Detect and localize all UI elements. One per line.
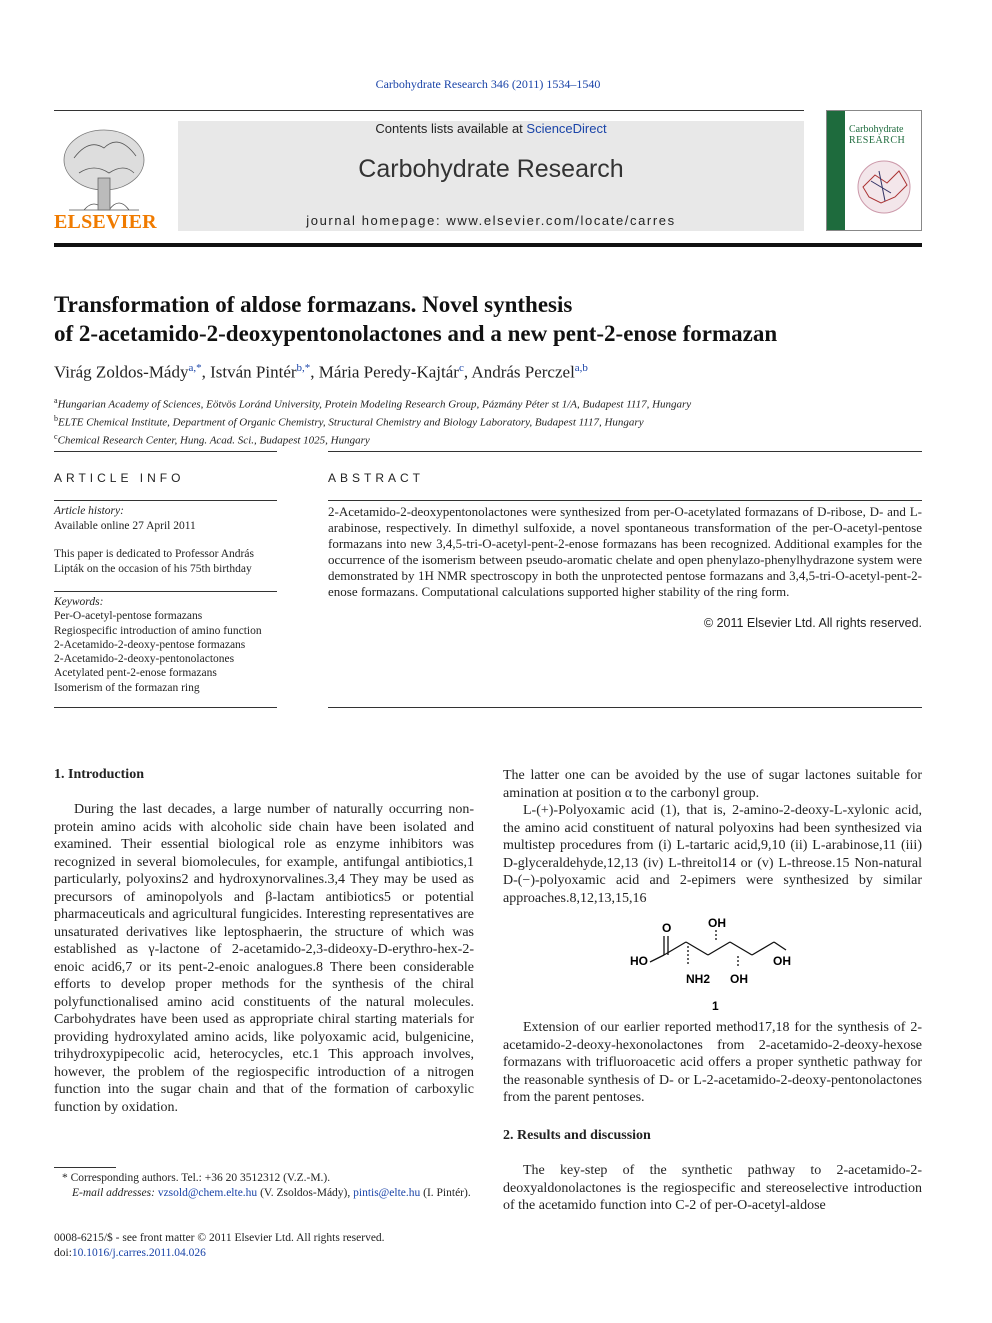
atom-OH-bottom: OH	[730, 972, 748, 986]
paragraph-polyoxamic: L-(+)-Polyoxamic acid (1), that is, 2-amino-2-deoxy-L-xylonic acid, the amino acid constituent of natural polyoxins had been synthesized via multistep procedures from (i) L-tartaric acid,9,10 (ii) L-arabinose,11 (iii) D-glyceraldehyde,12,13 (iv) L-threitol14 or (v) L-threose.15 Non-natural D-(−)-polyoxamic acid and 2-epimers were synthesized by similar approaches.8,12,13,15,16	[503, 803, 922, 906]
abstract-heading: ABSTRACT	[328, 471, 425, 485]
abstract-copyright: © 2011 Elsevier Ltd. All rights reserved.	[703, 616, 922, 630]
abstract-rule-bottom	[328, 707, 922, 708]
author-sep: ,	[463, 362, 472, 382]
abstract-rule-top	[328, 451, 922, 452]
info-rule	[54, 500, 277, 501]
keyword: Acetylated pent-2-enose formazans	[54, 667, 217, 680]
cover-title-line1: Carbohydrate	[849, 124, 904, 135]
footnotes	[54, 1171, 474, 1201]
section-heading-introduction: 1. Introduction	[54, 767, 144, 782]
header-rule	[54, 110, 804, 111]
corresponding-author-note: * Corresponding authors. Tel.: +36 20 3512312 (V.Z.-M.).	[62, 1172, 331, 1184]
bottom-publication-info	[54, 1231, 474, 1261]
issn-line: 0008-6215/$ - see front matter © 2011 Elsevier Ltd. All rights reserved.	[54, 1232, 385, 1244]
affiliations	[54, 394, 934, 448]
cover-molecule-image	[851, 157, 917, 217]
article-info-heading: ARTICLE INFO	[54, 471, 185, 485]
chemical-structure-polyoxamic-acid	[620, 910, 820, 1020]
article-title	[54, 290, 934, 348]
affil-text: Chemical Research Center, Hung. Acad. Sci., Budapest 1025, Hungary	[57, 434, 370, 447]
email-owner: (V. Zsoldos-Mády),	[260, 1187, 351, 1199]
contents-prefix: Contents lists available at	[375, 121, 527, 136]
journal-cover-thumbnail	[826, 110, 922, 231]
author-affil-link[interactable]: b,*	[296, 362, 311, 374]
abstract-text: 2-Acetamido-2-deoxypentonolactones were synthesized from per-O-acetylated formazans of D-ribose, D- and L-arabinose, respectively. In dimethyl sulfoxide, a novel spontaneous transformation of the per-O-acetyl-pentose formazans into new 3,4,5-tri-O-acetyl-pent-2-enose formazans has been recognized. Additional examples for the occurrence of the isomerism between pseudo-aromatic chelate and open phenylazo-phenylhydrazone system were demonstrated by 1H NMR spectroscopy in both the unprotected pentose formazans and 3,4,5-tri-O-acetyl-pent-2-enose formazans. Computational calculations supported higher stability of the ring form.	[328, 504, 922, 599]
author-name: István Pintér	[210, 362, 297, 382]
email-link[interactable]: pintis@elte.hu	[353, 1187, 421, 1199]
section-heading-results: 2. Results and discussion	[503, 1128, 651, 1143]
keyword: 2-Acetamido-2-deoxy-pentose formazans	[54, 638, 246, 651]
atom-NH2: NH2	[686, 972, 711, 986]
doi-label: doi:	[54, 1247, 72, 1259]
affil-marker: b	[54, 414, 58, 424]
keyword: Isomerism of the formazan ring	[54, 681, 200, 694]
journal-citation[interactable]: Carbohydrate Research 346 (2011) 1534–1540	[375, 77, 601, 91]
email-link[interactable]: vzsold@chem.elte.hu	[157, 1187, 258, 1199]
author-sep: ,	[201, 362, 211, 382]
keyword: 2-Acetamido-2-deoxy-pentonolactones	[54, 653, 235, 666]
author-affil-link[interactable]: a,*	[188, 362, 202, 374]
body-paragraph: The key-step of the synthetic pathway to 2-acetamido-2-deoxyaldonolactones is the regiospecific and stereoselective introduction of the acetamido function into C-2 of per-O-acetyl-aldose	[503, 1163, 922, 1213]
keyword: Per-O-acetyl-pentose formazans	[54, 610, 203, 623]
footnote-rule	[54, 1167, 116, 1168]
article-history	[54, 504, 277, 533]
affil-marker: c	[54, 432, 58, 442]
header-thick-rule	[54, 243, 922, 247]
keyword: Regiospecific introduction of amino function	[54, 624, 262, 637]
email-owner: (I. Pintér).	[423, 1187, 471, 1199]
abstract-rule	[328, 500, 922, 501]
affil-text: Hungarian Academy of Sciences, Eötvös Loránd University, Protein Modeling Research Group, Pázmány Péter st 1/A, Budapest 1117, Hungary	[57, 398, 692, 411]
body-paragraph: Extension of our earlier reported method17,18 for the synthesis of 2-acetamido-2-deoxy-hexonolactones from 2-acetamido-2-deoxy-hexose formazans with trifluoroacetic acid offers a proper synthetic pathway for the reasonable synthesis of D- or L-2-acetamido-2-deoxy-pentonolactones from the parent pentoses.	[503, 1020, 922, 1105]
homepage-url-link[interactable]: www.elsevier.com/locate/carres	[446, 213, 676, 228]
affiliation	[54, 412, 934, 430]
title-line-1: Transformation of aldose formazans. Novel synthesis	[54, 292, 573, 317]
atom-OH-top: OH	[708, 916, 726, 930]
elsevier-wordmark: ELSEVIER	[54, 211, 157, 233]
author-name: András Perczel	[471, 362, 575, 382]
paragraph-lactones: The latter one can be avoided by the use of sugar lactones suitable for amination at position α to the carbonyl group.	[503, 768, 922, 801]
doi-link[interactable]: 10.1016/j.carres.2011.04.026	[71, 1247, 206, 1259]
cover-title-line2: RESEARCH	[849, 135, 906, 146]
keywords	[54, 595, 277, 695]
keywords-label: Keywords:	[54, 596, 104, 608]
body-paragraph	[503, 767, 922, 907]
homepage-prefix: journal homepage:	[306, 213, 447, 228]
affil-text: ELTE Chemical Institute, Department of Organic Chemistry, Structural Chemistry and Biology Laboratory, Budapest 1117, Hungary	[58, 416, 644, 429]
info-rule-top	[54, 451, 277, 452]
info-rule	[54, 591, 277, 592]
introduction-paragraph: During the last decades, a large number of naturally occurring non-protein amino acids with alcoholic side chain have been isolated and examined. Their essential biological role as enzyme inhibitors was recognized in several biomolecules, for example, antifungal antibiotics,1 particularly, polyoxins2 and hydroxynorvalines.3,4 They may be used as precursors of aminopolyols and β-lactam antibiotics5 or potential pharmaceuticals and agricultural fungicides. Interesting representatives are unsaturated derivatives like leptosphaerin, the structure of which was established as γ-lactone of 2-acetamido-2,3-dideoxy-D-erythro-hex-2-enoic acid6,7 or its pent-2-enoic analogues.8 There been considerable efforts to develop proper methods for the synthesis of the chiral polyfunctionalised amino acid constituents of the natural molecules. Carbohydrates have been used as appropriate chiral starting materials for providing hydroxylated amino acids, like polyoxamic acid, bulgenicine, trihydroxypipecolic acid, heterocycles, etc.1 This approach involves, however, the problem of the regiospecific introduction of a nitrogen function into the sugar chain and that of the formation of carboxylic function by oxidation.	[54, 802, 474, 1115]
title-line-2: of 2-acetamido-2-deoxypentonolactones and a new pent-2-enose formazan	[54, 321, 778, 346]
atom-O: O	[662, 921, 672, 935]
author-name: Mária Peredy-Kajtár	[318, 362, 459, 382]
journal-homepage	[178, 213, 804, 228]
affiliation	[54, 394, 934, 412]
atom-OH-right: OH	[773, 954, 791, 968]
history-value: Available online 27 April 2011	[54, 519, 196, 532]
author-sep: ,	[310, 362, 319, 382]
author-affil-link[interactable]: c	[458, 362, 464, 374]
history-label: Article history:	[54, 505, 124, 517]
author-name: Virág Zoldos-Mády	[54, 362, 189, 382]
cover-spine	[827, 111, 845, 231]
author-affil-link[interactable]: a,b	[574, 362, 588, 374]
sciencedirect-link[interactable]: ScienceDirect	[526, 121, 607, 136]
compound-number: 1	[712, 999, 719, 1013]
dedication: This paper is dedicated to Professor András Lipták on the occasion of his 75th birthday	[54, 548, 254, 575]
affil-marker: a	[54, 396, 58, 405]
contents-line	[178, 121, 804, 136]
doi-line	[54, 1246, 474, 1261]
info-rule-bottom	[54, 707, 277, 708]
affiliation	[54, 430, 934, 448]
atom-HO: HO	[630, 954, 648, 968]
journal-title: Carbohydrate Research	[358, 155, 624, 183]
email-label: E-mail addresses:	[72, 1187, 155, 1199]
email-line	[54, 1186, 474, 1201]
author-list	[54, 362, 934, 383]
